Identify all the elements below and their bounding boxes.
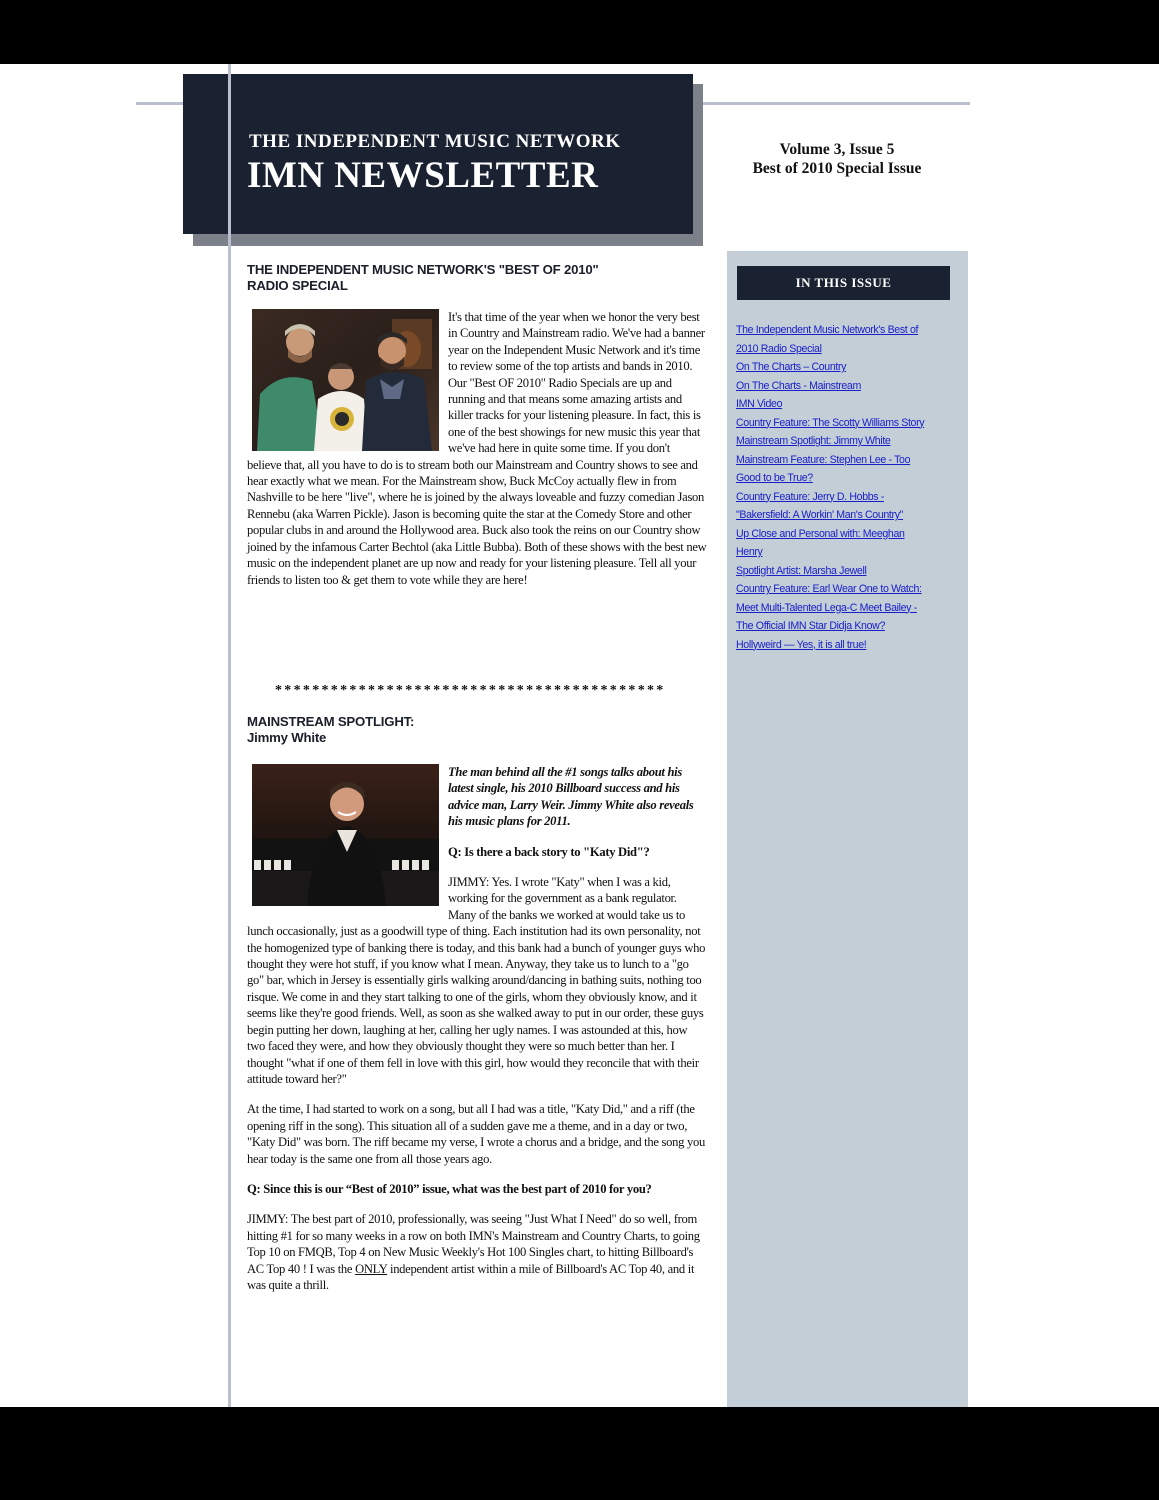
section-separator: ****************************************** — [275, 683, 666, 698]
interview-question: Q: Since this is our “Best of 2010” issue, what was the best part of 2010 for you? — [247, 1181, 652, 1196]
in-this-issue-sidebar — [727, 251, 968, 1407]
interview-answer — [247, 1211, 707, 1293]
article-title-line: RADIO SPECIAL — [247, 278, 348, 293]
sidebar-link-list — [736, 321, 961, 654]
sidebar-heading: IN THIS ISSUE — [737, 266, 950, 300]
masthead-title: IMN NEWSLETTER — [247, 155, 599, 196]
sidebar-link[interactable]: Good to be True? — [736, 472, 813, 484]
vertical-rule — [228, 64, 231, 1407]
radio-hosts-photo — [252, 309, 439, 451]
sidebar-link[interactable]: Spotlight Artist: Marsha Jewell — [736, 564, 867, 577]
sidebar-link[interactable]: "Bakersfield: A Workin' Man's Country" — [736, 509, 904, 521]
answer-emphasis: ONLY — [355, 1261, 388, 1276]
article-title-line: THE INDEPENDENT MUSIC NETWORK'S "BEST OF 2010" — [247, 262, 599, 277]
article-title-line: MAINSTREAM SPOTLIGHT: — [247, 714, 415, 729]
sidebar-link[interactable]: On The Charts - Mainstream — [736, 379, 861, 392]
issue-name: Best of 2010 Special Issue — [752, 160, 922, 177]
radio-hosts-photo-image — [252, 309, 439, 451]
volume-label: Volume 3, Issue 5 — [779, 141, 895, 158]
interview-answer: At the time, I had started to work on a song, but all I had was a title, "Katy Did," and a riff (the opening riff in the song). This situation all of a sudden gave me a theme, and in a day or two, "Katy Did" was born. The riff became my verse, I wrote a chorus and a bridge, and the song you hear today is the same one from all those years ago. — [247, 1102, 705, 1166]
jimmy-white-photo — [252, 764, 439, 906]
article-body: It's that time of the year when we honor the very best in Country and Mainstream radio. We've had a banner year on the Independent Music Network and it's time to review some of the top artists and bands in 2010. Our "Best OF 2010" Radio Specials are up and running and that means some amazing artists and killer tracks for your listening pleasure. In fact, this is one of the best showings for new music this year that we've had here in quite some time. If you don't believe that, all you have to do is to stream both our Mainstream and Country shows to see and hear exactly what we mean. For the Mainstream show, Buck McCoy actually flew in from Nashville to be here "live", where he is joined by the always loveable and fuzzy comedian Jason Rennebu (aka Warren Pickle). Jason is becoming quite the star at the Comedy Store and other popular clubs in and around the Hollywood area. Buck also took the reins on our Country show joined by the infamous Carter Bechtol (aka Little Bubba). Both of these shows with the best new music on the independent planet are up now and ready for your listening pleasure. Tell all your friends to listen too & get them to vote while they are here! — [247, 310, 707, 587]
interview-question: Q: Is there a back story to "Katy Did"? — [448, 844, 650, 859]
sidebar-link[interactable]: IMN Video — [736, 398, 783, 410]
sidebar-link[interactable]: Country Feature: Earl Wear One to Watch: — [736, 583, 922, 595]
article-title — [247, 262, 707, 294]
article-jimmy-white — [247, 714, 707, 1307]
sidebar-link[interactable]: Mainstream Feature: Stephen Lee - Too — [736, 453, 911, 466]
sidebar-link[interactable]: The Independent Music Network's Best of — [736, 324, 919, 336]
masthead-kicker: THE INDEPENDENT MUSIC NETWORK — [249, 131, 621, 152]
sidebar-link[interactable]: Henry — [736, 546, 763, 558]
newsletter-page — [0, 64, 1159, 1407]
interview-intro: The man behind all the #1 songs talks about his latest single, his 2010 Billboard success and his advice man, Larry Weir. Jimmy White also reveals his music plans for 2011. — [448, 765, 694, 829]
sidebar-link[interactable]: Mainstream Spotlight: Jimmy White — [736, 435, 891, 447]
article-best-of-2010 — [247, 262, 707, 588]
masthead — [183, 74, 693, 234]
article-title-line: Jimmy White — [247, 730, 327, 745]
sidebar-link[interactable]: Hollyweird — Yes, it is all true! — [736, 638, 867, 651]
sidebar-link[interactable]: Meet Multi-Talented Lega-C Meet Bailey - — [736, 601, 917, 614]
interview-answer: JIMMY: Yes. I wrote "Katy" when I was a kid, working for the government as a bank regulator. Many of the banks we worked at would take us to lunch occasionally, just as a goodwill type of thing. Each institution had its own personality, not the homogenized type of banking there is today, and this bank had a bunch of younger guys who thought they were hot stuff, if you know what I mean. Anyway, they take us to lunch to a "go go" bar, which in Jersey is essentially girls walking around/dancing in bathing suits, nothing too risque. We come in and they start talking to one of the girls, whom they obviously know, and it seems like they're good friends. Well, as soon as she walked away to put in our order, these guys begin putting her down, laughing at her, calling her ugly names. I was astounded at this, how two faced they were, and how they obviously thought they were so much better than her. I thought "what if one of them fell in love with this girl, how would they reconcile that with their attitude toward her?" — [247, 875, 706, 1086]
sidebar-link[interactable]: On The Charts – Country — [736, 361, 847, 373]
sidebar-link[interactable]: Country Feature: The Scotty Williams Story — [736, 416, 925, 429]
issue-info — [712, 140, 962, 178]
sidebar-link[interactable]: Country Feature: Jerry D. Hobbs - — [736, 490, 884, 503]
sidebar-link[interactable]: 2010 Radio Special — [736, 342, 822, 355]
sidebar-link[interactable]: Up Close and Personal with: Meeghan — [736, 527, 905, 540]
jimmy-white-photo-image — [252, 764, 439, 906]
sidebar-link[interactable]: The Official IMN Star Didja Know? — [736, 620, 885, 632]
answer-text: JIMMY: The best part of 2010, professionally, was seeing "Just What I Need" do so well, from hitting #1 for so many weeks in a row on both IMN's Mainstream and Country Charts, to going Top 10 on FMQB, Top 4 on New Music Weekly's Hot 100 Singles chart, to hitting Billboard's AC Top 40 ! I was the — [247, 1212, 700, 1276]
article-title — [247, 714, 707, 746]
answer-text: independent artist within a mile of Billboard's AC Top 40, and it was quite a thrill. — [247, 1261, 695, 1292]
